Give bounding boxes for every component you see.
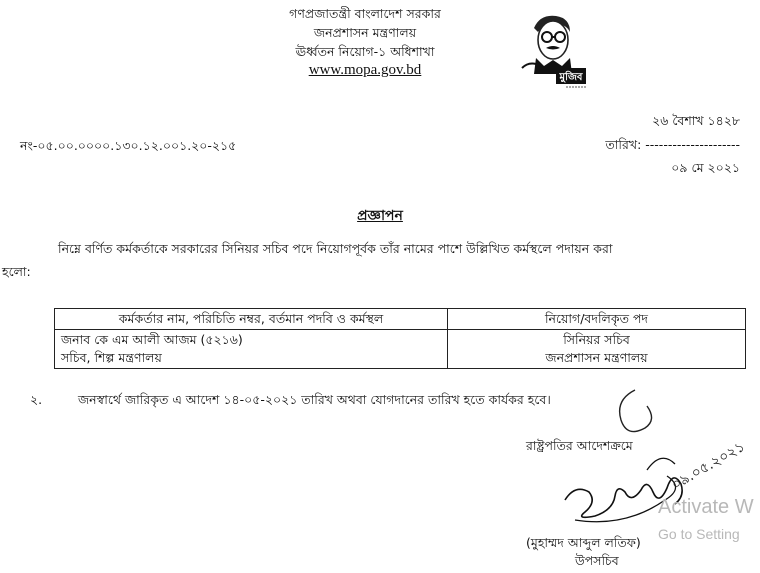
clause-text: জনস্বার্থে জারিকৃত এ আদেশ ১৪-০৫-২০২১ তারিখ অথবা যোগদানের তারিখ হতে কার্যকর হবে। <box>78 392 551 407</box>
table-header-cell: নিয়োগ/বদলিকৃত পদ <box>448 309 746 330</box>
table-cell-new-post <box>448 330 746 369</box>
clause-number: ২. <box>30 392 43 407</box>
date-label: তারিখ: --------------------- <box>605 137 740 152</box>
presidential-order-text: রাষ্ট্রপতির আদেশক্রমে <box>526 438 633 453</box>
new-ministry: জনপ্রশাসন মন্ত্রণালয় <box>545 350 648 365</box>
svg-text:০৯.০৫.২০২১: ০৯.০৫.২০২১ <box>669 438 748 494</box>
english-date: ০৯ মে ২০২১ <box>671 160 740 175</box>
wing-name: ঊর্ধ্বতন নিয়োগ-১ অধিশাখা <box>295 44 435 59</box>
posting-table <box>54 308 746 369</box>
officer-current-post: সচিব, শিল্প মন্ত্রণালয় <box>61 350 162 365</box>
mujib-logo <box>510 8 590 90</box>
table-row <box>55 330 746 369</box>
table-header-cell: কর্মকর্তার নাম, পরিচিতি নম্বর, বর্তমান পদবি ও কর্মস্থল <box>55 309 448 330</box>
new-designation: সিনিয়র সচিব <box>563 332 630 347</box>
govt-name: গণপ্রজাতন্ত্রী বাংলাদেশ সরকার <box>289 6 441 21</box>
signatory-name: (মুহাম্মদ আব্দুল লতিফ) <box>526 535 641 550</box>
header-ministry-block <box>250 4 480 80</box>
bangla-date: ২৬ বৈশাখ ১৪২৮ <box>652 113 740 128</box>
officer-name: জনাব কে এম আলী আজম (৫২১৬) <box>61 332 243 347</box>
signatory-designation: উপসচিব <box>575 553 619 568</box>
portrait-icon <box>510 8 590 90</box>
intro-line-1: নিম্নে বর্ণিত কর্মকর্তাকে সরকারের সিনিয়র সচিব পদে নিয়োগপূর্বক তাঁর নামের পাশে উল্লিখিত কর্মস্থলে পদায়ন করা <box>58 241 613 256</box>
activation-watermark-subtitle[interactable]: Go to Setting <box>658 526 740 542</box>
memo-number: নং-০৫.০০.০০০০.১৩০.১২.০০১.২০-২১৫ <box>20 138 237 153</box>
table-cell-officer <box>55 330 448 369</box>
notification-title: প্রজ্ঞাপন <box>357 208 403 224</box>
activation-watermark-title: Activate W <box>658 496 754 518</box>
website-link[interactable]: www.mopa.gov.bd <box>308 62 422 78</box>
ministry-name: জনপ্রশাসন মন্ত্রণালয় <box>313 25 417 40</box>
svg-text:মুজিব: মুজিব <box>559 72 583 83</box>
table-header-row <box>55 309 746 330</box>
intro-line-2: হলো: <box>2 264 31 279</box>
